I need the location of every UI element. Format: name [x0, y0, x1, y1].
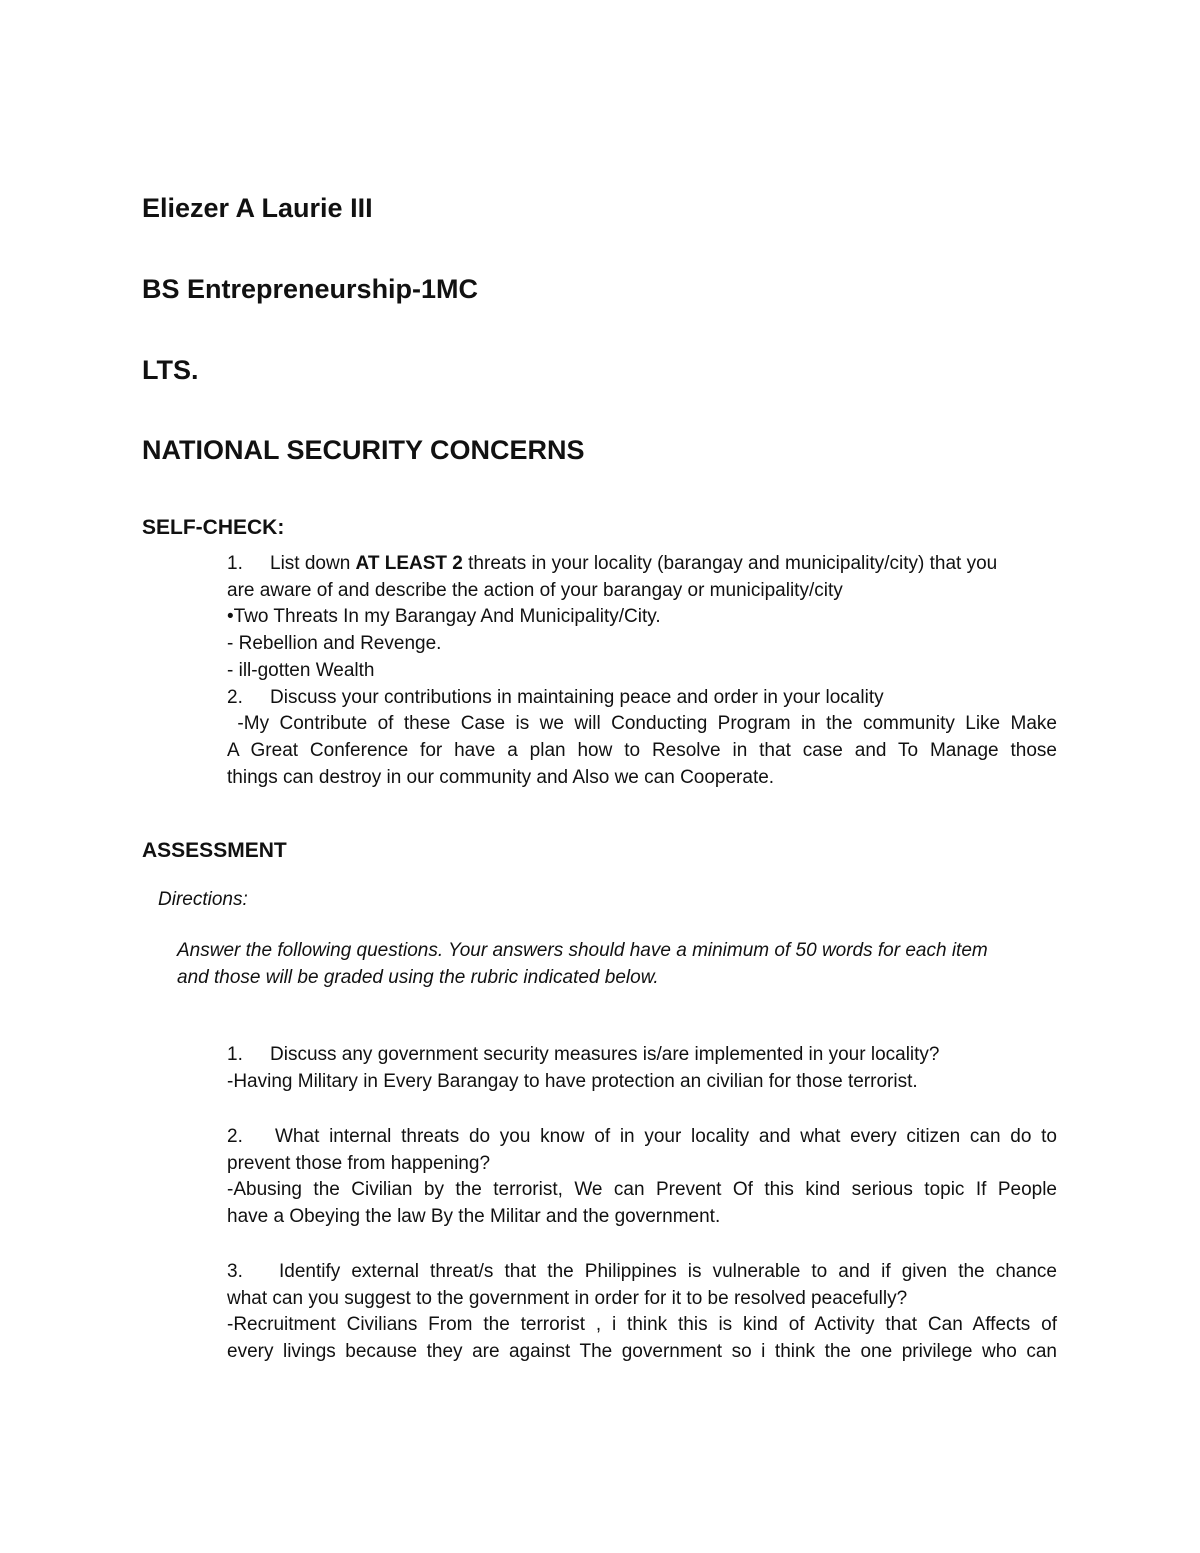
self-check-question-1: 1. List down AT LEAST 2 threats in your locality (barangay and municipality/city) that you — [227, 551, 1057, 578]
assessment-heading: ASSESSMENT — [142, 839, 287, 862]
answer-line: have a Obeying the law By the Militar and the government. — [227, 1206, 721, 1228]
instructions-line: Answer the following questions. Your answers should have a minimum of 50 words for each item — [177, 940, 988, 961]
answer-line: A Great Conference for have a plan how to Resolve in that case and To Manage those — [227, 739, 1057, 761]
question-number: 3. — [227, 1261, 243, 1282]
self-check-section — [227, 551, 1057, 791]
assessment-item-2 — [227, 1124, 1057, 1231]
document-title: NATIONAL SECURITY CONCERNS — [142, 435, 585, 465]
directions-label: Directions: — [158, 889, 248, 910]
course-code: LTS. — [142, 355, 199, 385]
instructions-text — [177, 937, 1057, 991]
question-number: 1. — [227, 1044, 243, 1065]
student-name: Eliezer A Laurie III — [142, 193, 373, 223]
answer-line: -Recruitment Civilians From the terrorist , i think this is kind of Activity that Can Affects of — [227, 1314, 1057, 1336]
question-number: 2. — [227, 1126, 243, 1147]
assessment-question-3: 3. Identify external threat/s that the Philippines is vulnerable to and if given the chance — [227, 1259, 1057, 1286]
answer-line: - Rebellion and Revenge. — [227, 633, 442, 655]
answer-line: -Having Military in Every Barangay to have protection an civilian for those terrorist. — [227, 1070, 918, 1092]
assessment-item-1 — [227, 1042, 1057, 1095]
answer-line: every livings because they are against The government so i think the one privilege who can — [227, 1341, 1057, 1363]
assessment-question-2-cont: prevent those from happening? — [227, 1152, 491, 1174]
self-check-question-2: 2. Discuss your contributions in maintaining peace and order in your locality — [227, 685, 1057, 712]
student-program: BS Entrepreneurship-1MC — [142, 274, 479, 304]
assessment-question-3-cont: what can you suggest to the government in order for it to be resolved peacefully? — [227, 1287, 908, 1309]
assessment-question-1: 1. Discuss any government security measures is/are implemented in your locality? — [227, 1042, 1057, 1069]
answer-line: - ill-gotten Wealth — [227, 659, 375, 681]
assessment-item-3 — [227, 1259, 1057, 1366]
emphasis-text: AT LEAST 2 — [355, 553, 463, 574]
self-check-heading: SELF-CHECK: — [142, 516, 285, 539]
question-number: 1. — [227, 553, 243, 574]
self-check-question-1-cont: are aware of and describe the action of your barangay or municipality/city — [227, 579, 843, 601]
instructions-line: and those will be graded using the rubric indicated below. — [177, 967, 659, 988]
answer-line: •Two Threats In my Barangay And Municipality/City. — [227, 606, 661, 628]
answer-line: things can destroy in our community and Also we can Cooperate. — [227, 766, 775, 788]
answer-line: -Abusing the Civilian by the terrorist, We can Prevent Of this kind serious topic If People — [227, 1179, 1057, 1201]
assessment-question-2: 2. What internal threats do you know of in your locality and what every citizen can do to — [227, 1124, 1057, 1151]
question-number: 2. — [227, 686, 243, 708]
answer-line: -My Contribute of these Case is we will Conducting Program in the community Like Make — [227, 713, 1057, 735]
